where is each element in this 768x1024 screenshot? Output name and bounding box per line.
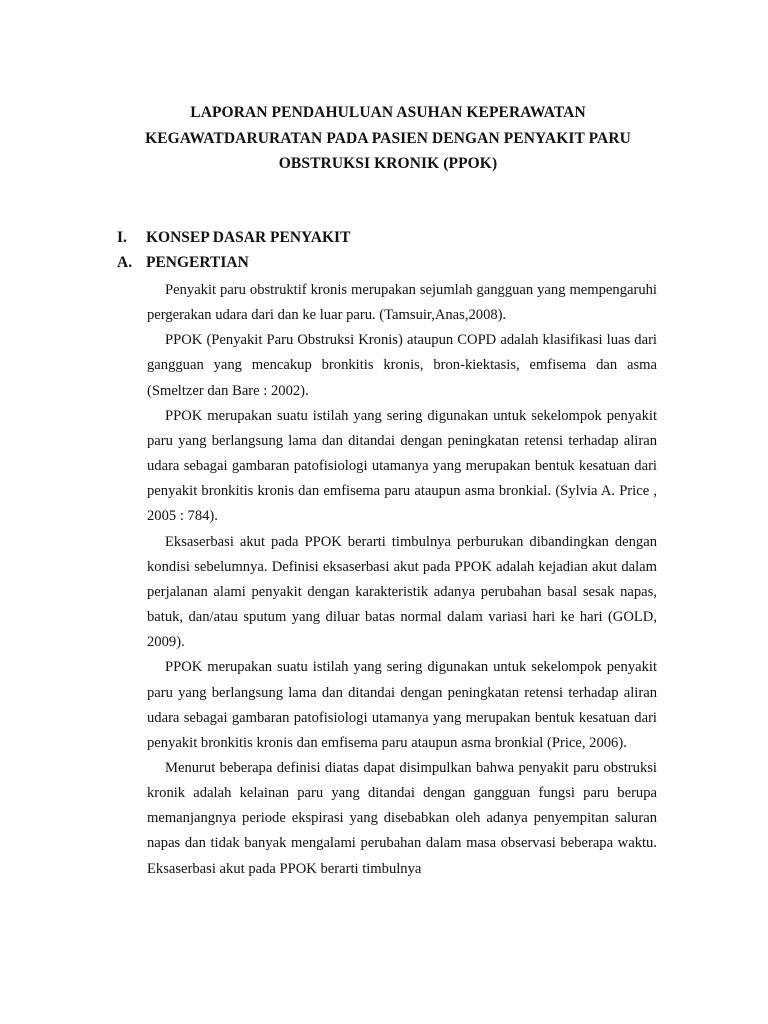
title-line: KEGAWATDARURATAN PADA PASIEN DENGAN PENYAKIT PARU — [145, 129, 631, 147]
subsection-heading — [117, 253, 249, 273]
section-title: KONSEP DASAR PENYAKIT — [146, 229, 351, 246]
paragraph: Penyakit paru obstruktif kronis merupakan sejumlah gangguan yang mempengaruhi pergerakan udara dari dan ke luar paru. (Tamsuir,Anas,2008). — [147, 282, 657, 324]
subsection-letter: A. — [117, 254, 133, 271]
subsection-title: PENGERTIAN — [146, 254, 249, 271]
paragraph: PPOK (Penyakit Paru Obstruksi Kronis) ataupun COPD adalah klasifikasi luas dari gangguan yang mencakup bronkitis kronis, bron-kiektasis, emfisema dan asma (Smeltzer dan Bare : 2002). — [147, 332, 657, 399]
title-line: LAPORAN PENDAHULUAN ASUHAN KEPERAWATAN — [190, 104, 586, 121]
document-title — [118, 100, 658, 177]
body-text — [147, 278, 657, 882]
paragraph: PPOK merupakan suatu istilah yang sering digunakan untuk sekelompok penyakit paru yang berlangsung lama dan ditandai dengan peningkatan retensi terhadap aliran udara sebagai gambaran patofisiologi utamanya yang merupakan bentuk kesatuan dari penyakit bronkitis kronis dan emfisema paru ataupun asma bronkial (Price, 2006). — [147, 659, 657, 751]
paragraph: PPOK merupakan suatu istilah yang sering digunakan untuk sekelompok penyakit paru yang berlangsung lama dan ditandai dengan peningkatan retensi terhadap aliran udara sebagai gambaran patofisiologi utamanya yang merupakan bentuk kesatuan dari penyakit bronkitis kronis dan emfisema paru ataupun asma bronkial. (Sylvia A. Price , 2005 : 784). — [147, 407, 657, 525]
paragraph: Menurut beberapa definisi diatas dapat disimpulkan bahwa penyakit paru obstruksi kronik adalah kelainan paru yang ditandai dengan gangguan fungsi paru berupa memanjangnya periode ekspirasi yang disebabkan oleh adanya penyempitan saluran napas dan tidak banyak mengalami perubahan dalam masa observasi beberapa waktu. Eksaserbasi akut pada PPOK berarti timbulnya — [147, 759, 657, 877]
section-number: I. — [117, 229, 127, 246]
title-line: OBSTRUKSI KRONIK (PPOK) — [278, 155, 498, 172]
section-heading — [117, 228, 350, 248]
paragraph: Eksaserbasi akut pada PPOK berarti timbulnya perburukan dibandingkan dengan kondisi sebelumnya. Definisi eksaserbasi akut pada PPOK adalah kejadian akut dalam perjalanan alami penyakit dengan karakteristik adanya perubahan basal sesak napas, batuk, dan/atau sputum yang diluar batas normal dalam variasi hari ke hari (GOLD, 2009). — [147, 533, 657, 651]
